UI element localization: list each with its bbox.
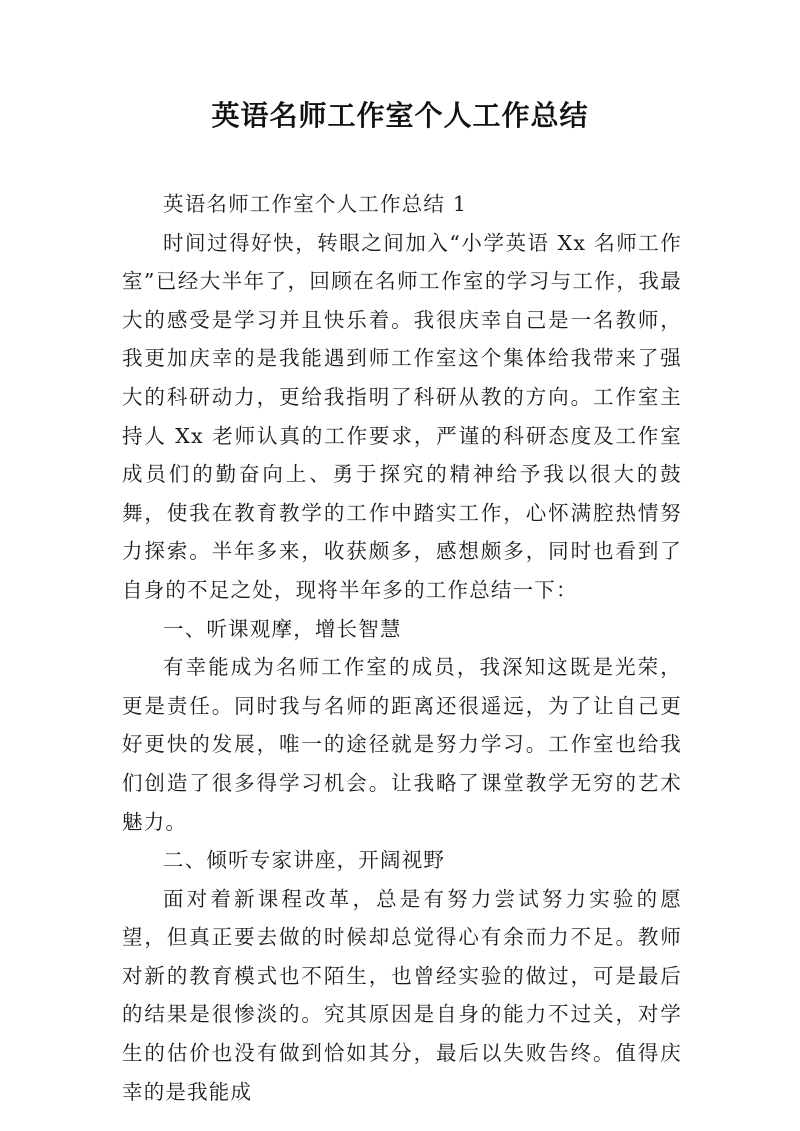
section-heading-1: 一、听课观摩，增长智慧 (163, 616, 402, 641)
section-heading-2: 二、倾听专家讲座，开阔视野 (163, 848, 446, 873)
document-body (122, 185, 682, 1111)
document-subtitle: 英语名师工作室个人工作总结 1 (163, 192, 468, 216)
paragraph-intro: 时间过得好快，转眼之间加入“小学英语 Xx 名师工作室”已经大半年了，回顾在名师工作室的学习与工作，我最大的感受是学习并且快乐着。我很庆幸自己是一名教师，我更加庆幸的是我能遇到师工作室这个集体给我带来了强大的科研动力，更给我指明了科研从教的方向。工作室主持人 Xx 老师认真的工作要求，严谨的科研态度及工作室成员们的勤奋向上、勇于探究的精神给予我以很大的鼓舞，使我在教育教学的工作中踏实工作，心怀满腔热情努力探索。半年多来，收获颇多，感想颇多，同时也看到了自身的不足之处，现将半年多的工作总结一下： (122, 230, 682, 602)
document-title: 英语名师工作室个人工作总结 (211, 99, 589, 132)
paragraph-section-1: 有幸能成为名师工作室的成员，我深知这既是光荣，更是责任。同时我与名师的距离还很遥远，为了让自己更好更快的发展，唯一的途径就是努力学习。工作室也给我们创造了很多得学习机会。让我略了课堂教学无穷的艺术魅力。 (122, 655, 682, 834)
paragraph-section-2: 面对着新课程改革，总是有努力尝试努力实验的愿望，但真正要去做的时候却总觉得心有余而力不足。教师对新的教育模式也不陌生，也曾经实验的做过，可是最后的结果是很惨淡的。究其原因是自身的能力不过关，对学生的估价也没有做到恰如其分，最后以失败告终。值得庆幸的是我能成 (122, 886, 682, 1104)
